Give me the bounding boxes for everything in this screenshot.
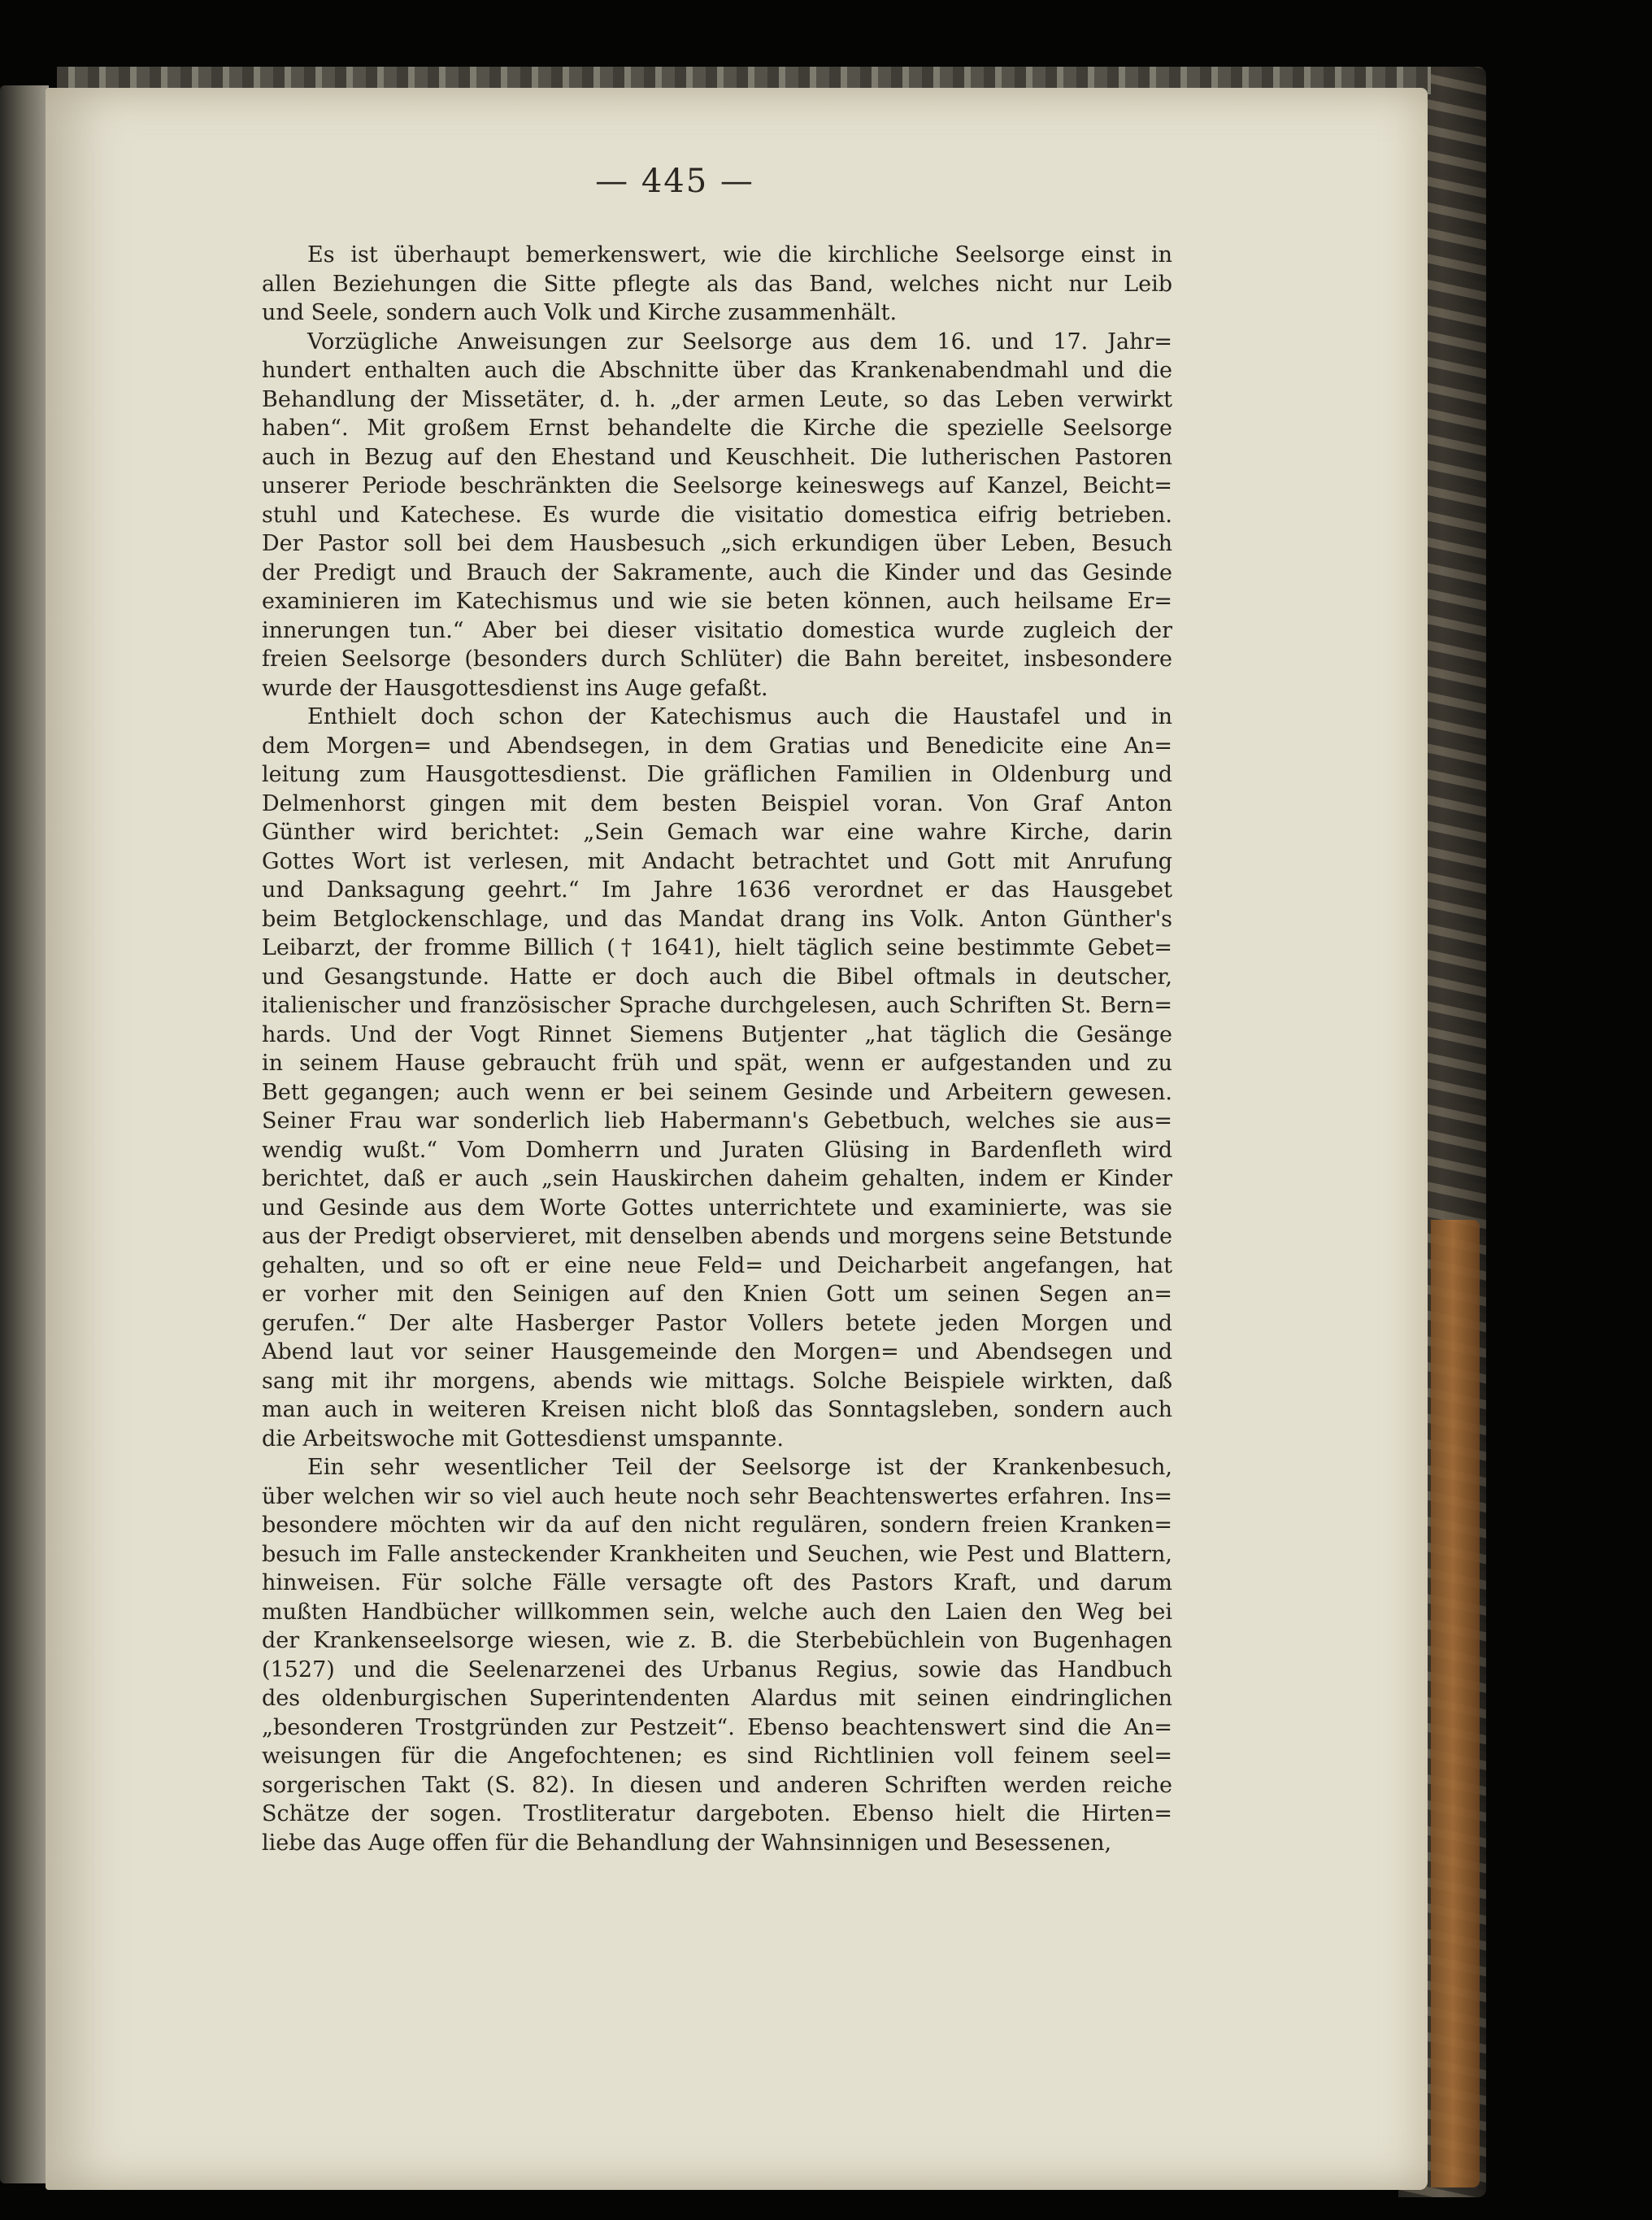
text-line: examinieren im Katechismus und wie sie beten können, auch heilsame Er=	[262, 589, 1172, 614]
text-line: innerungen tun.“ Aber bei dieser visitatio domestica wurde zugleich der	[262, 617, 1172, 643]
text-line: beim Betglockenschlage, und das Mandat drang ins Volk. Anton Günther's	[262, 906, 1172, 932]
text-line: man auch in weiteren Kreisen nicht bloß das Sonntagsleben, sondern auch	[262, 1397, 1172, 1422]
text-line: aus der Predigt observieret, mit denselben abends und morgens seine Betstunde	[262, 1224, 1172, 1249]
text-line: Delmenhorst gingen mit dem besten Beispiel voran. Von Graf Anton	[262, 790, 1172, 816]
text-line: italienischer und französischer Sprache durchgelesen, auch Schriften St. Bern=	[262, 993, 1172, 1018]
text-line: Vorzügliche Anweisungen zur Seelsorge aus dem 16. und 17. Jahr=	[307, 329, 1172, 355]
text-line: der Predigt und Brauch der Sakramente, auch die Kinder und das Gesinde	[262, 559, 1172, 585]
leather-binding-edge	[1431, 1220, 1480, 2187]
text-line: Schätze der sogen. Trostliteratur dargeboten. Ebenso hielt die Hirten=	[262, 1801, 1172, 1826]
text-line: gerufen.“ Der alte Hasberger Pastor Vollers betete jeden Morgen und	[262, 1310, 1172, 1336]
text-line: „besonderen Trostgründen zur Pestzeit“. Ebenso beachtenswert sind die An=	[262, 1714, 1172, 1740]
text-line: weisungen für die Angefochtenen; es sind Richtlinien voll feinem seel=	[262, 1743, 1172, 1769]
text-line: Abend laut vor seiner Hausgemeinde den Morgen= und Abendsegen und	[262, 1339, 1172, 1365]
text-line: in seinem Hause gebraucht früh und spät, wenn er aufgestanden und zu	[262, 1051, 1172, 1076]
text-line: Enthielt doch schon der Katechismus auch die Haustafel und in	[307, 704, 1172, 729]
paragraph	[262, 1453, 1172, 1857]
text-line: Leibarzt, der fromme Billich († 1641), hielt täglich seine bestimmte Gebet=	[262, 935, 1172, 960]
text-line: sang mit ihr morgens, abends wie mittags. Solche Beispiele wirkten, daß	[262, 1368, 1172, 1394]
text-line: des oldenburgischen Superintendenten Alardus mit seinen eindringlichen	[262, 1686, 1172, 1711]
text-line: über welchen wir so viel auch heute noch sehr Beachtenswertes erfahren. Ins=	[262, 1483, 1172, 1509]
text-line: freien Seelsorge (besonders durch Schlüter) die Bahn bereitet, insbesondere	[262, 646, 1172, 672]
text-line: unserer Periode beschränkten die Seelsorge keineswegs auf Kanzel, Beicht=	[262, 473, 1172, 498]
page-number: — 445 —	[595, 163, 754, 200]
text-line: und Seele, sondern auch Volk und Kirche zusammenhält.	[262, 300, 898, 325]
text-line: mußten Handbücher willkommen sein, welche auch den Laien den Weg bei	[262, 1599, 1172, 1625]
text-line: und Gesinde aus dem Worte Gottes unterrichtete und examinierte, was sie	[262, 1195, 1172, 1221]
text-line: hundert enthalten auch die Abschnitte über das Krankenabendmahl und die	[262, 358, 1172, 383]
text-line: Günther wird berichtet: „Sein Gemach war eine wahre Kirche, darin	[262, 820, 1172, 845]
text-line: und Danksagung geehrt.“ Im Jahre 1636 verordnet er das Hausgebet	[262, 877, 1172, 903]
text-line: (1527) und die Seelenarzenei des Urbanus Regius, sowie das Handbuch	[262, 1656, 1172, 1682]
text-line: Bett gegangen; auch wenn er bei seinem Gesinde und Arbeitern gewesen.	[262, 1079, 1172, 1105]
text-line: liebe das Auge offen für die Behandlung der Wahnsinnigen und Besessenen,	[262, 1830, 1112, 1856]
text-line: auch in Bezug auf den Ehestand und Keuschheit. Die lutherischen Pastoren	[262, 444, 1172, 470]
paragraph	[262, 241, 1172, 328]
text-line: Gottes Wort ist verlesen, mit Andacht betrachtet und Gott mit Anrufung	[262, 848, 1172, 874]
page-text	[262, 241, 1172, 1857]
text-line: Ein sehr wesentlicher Teil der Seelsorge ist der Krankenbesuch,	[307, 1455, 1172, 1480]
text-line: haben“. Mit großem Ernst behandelte die Kirche die spezielle Seelsorge	[262, 416, 1172, 441]
previous-page-edge	[0, 85, 49, 2183]
text-line: allen Beziehungen die Sitte pflegte als das Band, welches nicht nur Leib	[262, 271, 1172, 297]
text-line: besuch im Falle ansteckender Krankheiten und Seuchen, wie Pest und Blattern,	[262, 1541, 1172, 1567]
text-line: Es ist überhaupt bemerkenswert, wie die kirchliche Seelsorge einst in	[307, 242, 1172, 268]
text-line: leitung zum Hausgottesdienst. Die gräflichen Familien in Oldenburg und	[262, 762, 1172, 787]
text-line: hinweisen. Für solche Fälle versagte oft des Pastors Kraft, und darum	[262, 1570, 1172, 1595]
paragraph	[262, 328, 1172, 703]
text-line: besondere möchten wir da auf den nicht regulären, sondern freien Kranken=	[262, 1513, 1172, 1538]
text-line: dem Morgen= und Abendsegen, in dem Gratias und Benedicite eine An=	[262, 733, 1172, 759]
text-line: Seiner Frau war sonderlich lieb Habermann's Gebetbuch, welches sie aus=	[262, 1108, 1172, 1134]
text-line: hards. Und der Vogt Rinnet Siemens Butjenter „hat täglich die Gesänge	[262, 1021, 1172, 1047]
text-line: die Arbeitswoche mit Gottesdienst umspannte.	[262, 1426, 784, 1452]
text-line: Behandlung der Missetäter, d. h. „der armen Leute, so das Leben verwirkt	[262, 386, 1172, 412]
text-line: stuhl und Katechese. Es wurde die visitatio domestica eifrig betrieben.	[262, 502, 1172, 528]
paragraph	[262, 703, 1172, 1453]
text-line: sorgerischen Takt (S. 82). In diesen und anderen Schriften werden reiche	[262, 1772, 1172, 1798]
text-line: wendig wußt.“ Vom Domherrn und Juraten Glüsing in Bardenfleth wird	[262, 1137, 1172, 1163]
text-line: wurde der Hausgottesdienst ins Auge gefaßt.	[262, 675, 768, 701]
text-line: gehalten, und so oft er eine neue Feld= und Deicharbeit angefangen, hat	[262, 1252, 1172, 1278]
text-line: und Gesangstunde. Hatte er doch auch die Bibel oftmals in deutscher,	[262, 964, 1172, 990]
text-line: Der Pastor soll bei dem Hausbesuch „sich erkundigen über Leben, Besuch	[262, 531, 1172, 556]
text-line: berichtet, daß er auch „sein Hauskirchen daheim gehalten, indem er Kinder	[262, 1166, 1172, 1191]
text-line: er vorher mit den Seinigen auf den Knien Gott um seinen Segen an=	[262, 1282, 1172, 1307]
text-line: der Krankenseelsorge wiesen, wie z. B. die Sterbebüchlein von Bugenhagen	[262, 1628, 1172, 1653]
